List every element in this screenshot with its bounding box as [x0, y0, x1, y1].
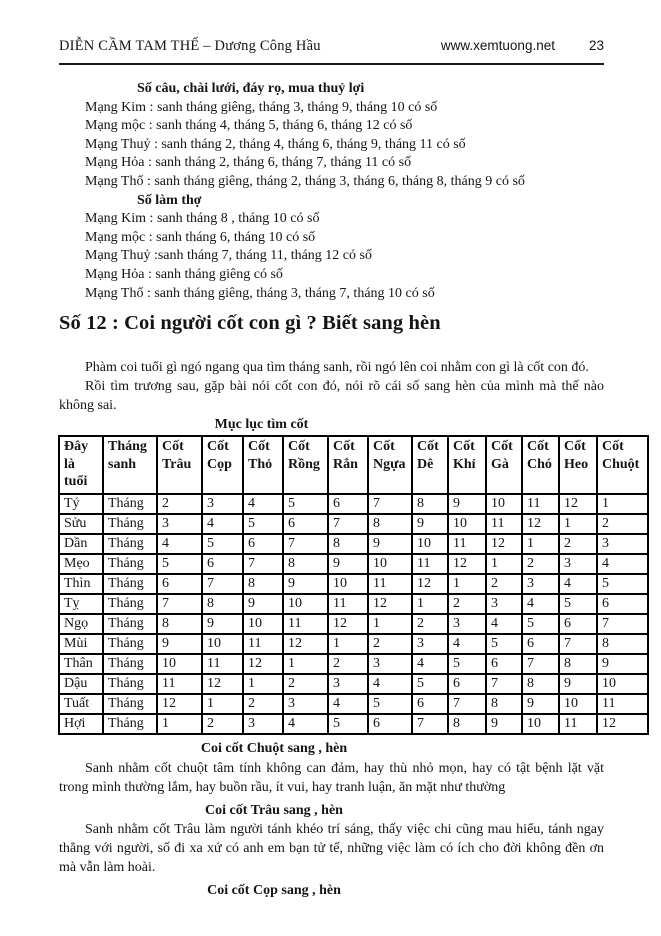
zodiac-cell: Mẹo [59, 554, 103, 574]
month-value-cell: 9 [157, 634, 202, 654]
month-value-cell: 10 [522, 714, 559, 734]
month-value-cell: 9 [486, 714, 522, 734]
month-value-cell: 2 [157, 494, 202, 514]
month-label-cell: Tháng [103, 514, 157, 534]
month-value-cell: 9 [522, 694, 559, 714]
column-header: Đây là tuổi [59, 436, 103, 494]
month-value-cell: 11 [202, 654, 243, 674]
month-value-cell: 1 [486, 554, 522, 574]
month-value-cell: 3 [328, 674, 368, 694]
column-header: Cốt Thỏ [243, 436, 283, 494]
month-value-cell: 11 [597, 694, 648, 714]
month-value-cell: 8 [522, 674, 559, 694]
month-value-cell: 6 [283, 514, 328, 534]
table-body [59, 494, 648, 734]
month-value-cell: 10 [597, 674, 648, 694]
column-header: Tháng sanh [103, 436, 157, 494]
menh-line: Mạng mộc : sanh tháng 4, tháng 5, tháng 6, tháng 12 có số [85, 118, 413, 134]
month-value-cell: 8 [559, 654, 597, 674]
fishing-lines [59, 99, 604, 192]
zodiac-cell: Thân [59, 654, 103, 674]
month-value-cell: 8 [243, 574, 283, 594]
month-value-cell: 2 [486, 574, 522, 594]
table-row [59, 534, 648, 554]
chapter-intro [59, 358, 604, 415]
month-value-cell: 8 [597, 634, 648, 654]
menh-line: Mạng Kim : sanh tháng 8 , tháng 10 có số [85, 211, 320, 227]
month-value-cell: 12 [522, 514, 559, 534]
month-value-cell: 1 [522, 534, 559, 554]
month-value-cell: 7 [486, 674, 522, 694]
craft-section-heading: Số làm thợ [137, 192, 202, 208]
month-value-cell: 4 [202, 514, 243, 534]
table-row [59, 654, 648, 674]
month-value-cell: 2 [559, 534, 597, 554]
month-value-cell: 3 [448, 614, 486, 634]
fishing-section-heading: Số câu, chài lưới, đáy rọ, mua thuỷ lợi [137, 81, 365, 96]
month-value-cell: 9 [243, 594, 283, 614]
month-label-cell: Tháng [103, 554, 157, 574]
zodiac-cell: Tuất [59, 694, 103, 714]
bone-lookup-table [58, 435, 649, 735]
menh-line: Mạng mộc : sanh tháng 6, tháng 10 có số [85, 229, 316, 245]
month-value-cell: 10 [368, 554, 412, 574]
zodiac-cell: Ngọ [59, 614, 103, 634]
month-value-cell: 6 [368, 714, 412, 734]
month-label-cell: Tháng [103, 594, 157, 614]
menh-line: Mạng Kim : sanh tháng giêng, tháng 3, tháng 9, tháng 10 có số [85, 99, 438, 115]
month-value-cell: 9 [368, 534, 412, 554]
bone-section-heading: Coi cốt Cọp sang , hèn [207, 883, 341, 899]
month-value-cell: 9 [597, 654, 648, 674]
month-label-cell: Tháng [103, 714, 157, 734]
month-value-cell: 8 [328, 534, 368, 554]
month-value-cell: 6 [522, 634, 559, 654]
month-value-cell: 3 [157, 514, 202, 534]
month-value-cell: 1 [283, 654, 328, 674]
month-value-cell: 4 [448, 634, 486, 654]
month-value-cell: 5 [559, 594, 597, 614]
month-value-cell: 6 [412, 694, 448, 714]
month-value-cell: 10 [202, 634, 243, 654]
month-value-cell: 2 [328, 654, 368, 674]
bone-sections [59, 739, 604, 901]
month-value-cell: 1 [559, 514, 597, 534]
month-value-cell: 10 [283, 594, 328, 614]
month-value-cell: 6 [448, 674, 486, 694]
month-value-cell: 7 [243, 554, 283, 574]
menh-line: Mạng Thổ : sanh tháng giêng, tháng 3, tháng 7, tháng 10 có số [85, 285, 435, 301]
column-header: Cốt Gà [486, 436, 522, 494]
month-value-cell: 4 [522, 594, 559, 614]
month-value-cell: 4 [328, 694, 368, 714]
month-value-cell: 5 [522, 614, 559, 634]
month-value-cell: 4 [412, 654, 448, 674]
month-value-cell: 9 [328, 554, 368, 574]
month-value-cell: 4 [559, 574, 597, 594]
month-value-cell: 5 [448, 654, 486, 674]
page-number: 23 [588, 38, 604, 53]
month-value-cell: 9 [448, 494, 486, 514]
month-value-cell: 11 [448, 534, 486, 554]
month-value-cell: 4 [368, 674, 412, 694]
column-header: Cốt Chó [522, 436, 559, 494]
zodiac-cell: Thìn [59, 574, 103, 594]
month-value-cell: 5 [597, 574, 648, 594]
month-value-cell: 5 [412, 674, 448, 694]
month-value-cell: 12 [597, 714, 648, 734]
table-title: Mục lục tìm cốt [214, 417, 309, 433]
month-value-cell: 5 [283, 494, 328, 514]
month-value-cell: 9 [412, 514, 448, 534]
month-value-cell: 10 [157, 654, 202, 674]
month-label-cell: Tháng [103, 614, 157, 634]
month-value-cell: 8 [486, 694, 522, 714]
table-row [59, 594, 648, 614]
month-value-cell: 1 [202, 694, 243, 714]
month-value-cell: 2 [597, 514, 648, 534]
month-value-cell: 5 [328, 714, 368, 734]
month-value-cell: 3 [202, 494, 243, 514]
month-value-cell: 4 [597, 554, 648, 574]
month-value-cell: 10 [243, 614, 283, 634]
month-value-cell: 9 [283, 574, 328, 594]
month-value-cell: 11 [522, 494, 559, 514]
month-label-cell: Tháng [103, 494, 157, 514]
month-value-cell: 3 [368, 654, 412, 674]
month-value-cell: 11 [283, 614, 328, 634]
bone-section-body: Sanh nhằm cốt Trâu làm người tánh khéo trí sáng, thấy việc chi cũng mau hiểu, tánh ngay thẳng với người, số đi xa xứ có anh em bạn tử tế, những việc làm có ích cho đời không đền ơn mà vẫn làm hoài. [59, 822, 604, 876]
month-label-cell: Tháng [103, 694, 157, 714]
month-value-cell: 7 [328, 514, 368, 534]
month-value-cell: 12 [157, 694, 202, 714]
month-value-cell: 3 [412, 634, 448, 654]
month-value-cell: 8 [202, 594, 243, 614]
month-value-cell: 3 [243, 714, 283, 734]
website-text: www.xemtuong.net [440, 38, 555, 53]
month-value-cell: 7 [368, 494, 412, 514]
column-header: Cốt Chuột [597, 436, 648, 494]
month-value-cell: 6 [243, 534, 283, 554]
month-value-cell: 9 [202, 614, 243, 634]
menh-line: Mạng Thổ : sanh tháng giêng, tháng 2, tháng 3, tháng 6, tháng 8, tháng 9 có số [85, 173, 525, 189]
column-header: Cốt Rắn [328, 436, 368, 494]
column-header: Cốt Rồng [283, 436, 328, 494]
craft-lines [59, 210, 604, 303]
zodiac-cell: Dậu [59, 674, 103, 694]
month-value-cell: 2 [202, 714, 243, 734]
table-row [59, 514, 648, 534]
month-label-cell: Tháng [103, 634, 157, 654]
month-value-cell: 6 [597, 594, 648, 614]
column-header: Cốt Trâu [157, 436, 202, 494]
month-value-cell: 5 [243, 514, 283, 534]
zodiac-cell: Tý [59, 494, 103, 514]
table-row [59, 674, 648, 694]
month-value-cell: 8 [283, 554, 328, 574]
table-row [59, 634, 648, 654]
menh-line: Mạng Hỏa : sanh tháng 2, tháng 6, tháng 7, tháng 11 có số [85, 155, 412, 171]
month-label-cell: Tháng [103, 534, 157, 554]
month-value-cell: 12 [243, 654, 283, 674]
month-value-cell: 6 [328, 494, 368, 514]
month-value-cell: 2 [243, 694, 283, 714]
month-value-cell: 12 [448, 554, 486, 574]
month-value-cell: 7 [202, 574, 243, 594]
month-value-cell: 1 [157, 714, 202, 734]
zodiac-cell: Sửu [59, 514, 103, 534]
column-header: Cốt Heo [559, 436, 597, 494]
month-value-cell: 10 [328, 574, 368, 594]
month-value-cell: 12 [559, 494, 597, 514]
month-value-cell: 4 [243, 494, 283, 514]
month-value-cell: 8 [412, 494, 448, 514]
column-header: Cốt Cọp [202, 436, 243, 494]
month-value-cell: 3 [283, 694, 328, 714]
page-header-right [441, 37, 604, 54]
month-value-cell: 1 [328, 634, 368, 654]
month-value-cell: 12 [368, 594, 412, 614]
month-value-cell: 7 [157, 594, 202, 614]
month-label-cell: Tháng [103, 654, 157, 674]
zodiac-cell: Tỵ [59, 594, 103, 614]
month-value-cell: 3 [486, 594, 522, 614]
month-value-cell: 2 [283, 674, 328, 694]
month-value-cell: 11 [368, 574, 412, 594]
month-value-cell: 8 [368, 514, 412, 534]
month-value-cell: 12 [412, 574, 448, 594]
month-value-cell: 1 [412, 594, 448, 614]
month-value-cell: 11 [328, 594, 368, 614]
month-value-cell: 11 [243, 634, 283, 654]
month-value-cell: 1 [448, 574, 486, 594]
table-row [59, 494, 648, 514]
month-value-cell: 8 [448, 714, 486, 734]
month-value-cell: 7 [597, 614, 648, 634]
month-value-cell: 8 [157, 614, 202, 634]
bone-section-body: Sanh nhằm cốt chuột tâm tính không can đảm, hay thù nhỏ mọn, hay có tật bệnh lặt vặt trong mình thường lắm, hay buồn rầu, ít vui, hay tranh luận, ăn mặt như thường [59, 760, 604, 795]
menh-line: Mạng Thuỷ : sanh tháng 2, tháng 4, tháng 6, tháng 9, tháng 11 có số [85, 136, 466, 152]
month-value-cell: 3 [522, 574, 559, 594]
zodiac-cell: Hợi [59, 714, 103, 734]
month-value-cell: 11 [559, 714, 597, 734]
month-value-cell: 6 [559, 614, 597, 634]
month-value-cell: 1 [597, 494, 648, 514]
month-value-cell: 12 [486, 534, 522, 554]
book-title: DIỄN CẦM TAM THẾ – Dương Công Hầu [59, 38, 321, 54]
month-value-cell: 7 [283, 534, 328, 554]
table-row [59, 574, 648, 594]
month-value-cell: 2 [448, 594, 486, 614]
month-value-cell: 3 [559, 554, 597, 574]
month-value-cell: 9 [559, 674, 597, 694]
table-row [59, 554, 648, 574]
month-value-cell: 10 [412, 534, 448, 554]
month-label-cell: Tháng [103, 574, 157, 594]
month-value-cell: 12 [283, 634, 328, 654]
bone-section-heading: Coi cốt Trâu sang , hèn [205, 802, 343, 818]
month-value-cell: 2 [368, 634, 412, 654]
header-rule [59, 63, 604, 65]
month-value-cell: 6 [157, 574, 202, 594]
month-value-cell: 6 [202, 554, 243, 574]
month-value-cell: 4 [157, 534, 202, 554]
chapter-heading: Số 12 : Coi người cốt con gì ? Biết sang hèn [59, 312, 441, 335]
month-value-cell: 11 [486, 514, 522, 534]
table-header-row [59, 436, 648, 494]
month-value-cell: 7 [448, 694, 486, 714]
page-header [59, 37, 604, 55]
month-value-cell: 4 [283, 714, 328, 734]
column-header: Cốt Khỉ [448, 436, 486, 494]
table-row [59, 694, 648, 714]
month-value-cell: 11 [412, 554, 448, 574]
month-value-cell: 4 [486, 614, 522, 634]
month-value-cell: 7 [559, 634, 597, 654]
intro-paragraph: Phàm coi tuổi gì ngó ngang qua tìm tháng sanh, rồi ngó lên coi nhằm con gì là cốt con đó. [85, 360, 589, 376]
month-value-cell: 5 [486, 634, 522, 654]
month-value-cell: 5 [157, 554, 202, 574]
month-value-cell: 12 [202, 674, 243, 694]
month-value-cell: 12 [328, 614, 368, 634]
month-value-cell: 5 [368, 694, 412, 714]
month-value-cell: 2 [522, 554, 559, 574]
month-value-cell: 10 [486, 494, 522, 514]
month-value-cell: 1 [243, 674, 283, 694]
month-value-cell: 5 [202, 534, 243, 554]
menh-line: Mạng Hỏa : sanh tháng giêng có số [85, 266, 283, 282]
month-value-cell: 7 [522, 654, 559, 674]
column-header: Cốt Ngựa [368, 436, 412, 494]
month-value-cell: 7 [412, 714, 448, 734]
column-header: Cốt Dê [412, 436, 448, 494]
month-value-cell: 11 [157, 674, 202, 694]
intro-paragraph: Rồi tìm trương sau, gặp bài nói cốt con đó, nói rõ cái số sang hèn của mình mà thế nào không sai. [59, 379, 604, 414]
zodiac-cell: Dần [59, 534, 103, 554]
month-value-cell: 1 [368, 614, 412, 634]
month-value-cell: 10 [448, 514, 486, 534]
table-row [59, 714, 648, 734]
table-row [59, 614, 648, 634]
month-value-cell: 6 [486, 654, 522, 674]
month-label-cell: Tháng [103, 674, 157, 694]
bone-section-heading: Coi cốt Chuột sang , hèn [200, 741, 348, 757]
month-value-cell: 10 [559, 694, 597, 714]
month-value-cell: 2 [412, 614, 448, 634]
zodiac-cell: Mùi [59, 634, 103, 654]
menh-line: Mạng Thuỷ :sanh tháng 7, tháng 11, tháng 12 có số [85, 248, 372, 264]
month-value-cell: 3 [597, 534, 648, 554]
